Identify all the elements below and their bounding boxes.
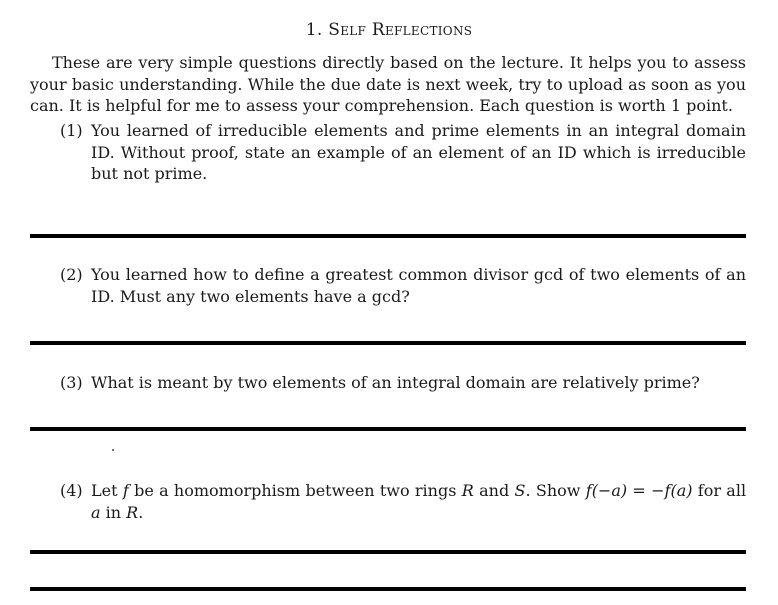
math-R: R xyxy=(461,481,474,500)
answer-line-1[interactable] xyxy=(30,234,746,238)
answer-line-5[interactable] xyxy=(30,587,746,591)
question-number: (4) xyxy=(60,481,83,500)
question-text: What is meant by two elements of an integral domain are relatively prime? xyxy=(91,373,700,392)
section-title xyxy=(0,20,778,40)
q4-text-homomorphism: be a homomorphism between two rings xyxy=(134,481,457,500)
question-4 xyxy=(60,480,746,523)
question-3 xyxy=(60,372,746,394)
math-f: f xyxy=(122,481,129,500)
q4-text-show: . Show xyxy=(525,481,581,500)
intro-paragraph: These are very simple questions directly based on the lecture. It helps you to assess your basic understanding. While the due date is next week, try to upload as soon as you can. It is helpful for me to assess your comprehension. Each question is worth 1 point. xyxy=(30,53,746,115)
question-number: (1) xyxy=(60,121,83,140)
question-number: (2) xyxy=(60,265,83,284)
q4-period: . xyxy=(138,502,144,522)
answer-line-4[interactable] xyxy=(30,550,746,554)
question-number: (3) xyxy=(60,373,83,392)
section-heading: Self Reflections xyxy=(328,20,473,40)
q4-text-for-all: for all xyxy=(697,481,747,500)
math-S: S xyxy=(514,481,526,500)
stray-dot xyxy=(112,449,114,451)
question-text xyxy=(91,480,746,523)
section-number: 1. xyxy=(305,20,323,40)
answer-line-2[interactable] xyxy=(30,341,746,345)
question-text: You learned of irreducible elements and prime elements in an integral domain ID. Without proof, state an example of an element of an ID which is irreducible but not prime. xyxy=(91,121,746,183)
math-a: a xyxy=(91,502,101,522)
math-equation: f(−a) = −f(a) xyxy=(585,481,693,500)
question-1 xyxy=(60,120,746,185)
question-2 xyxy=(60,264,746,307)
q4-text-let: Let xyxy=(91,481,118,500)
answer-line-3[interactable] xyxy=(30,427,746,431)
math-R2: R xyxy=(126,502,139,522)
q4-text-and: and xyxy=(479,481,510,500)
q4-text-in: in xyxy=(105,502,122,522)
question-text: You learned how to define a greatest common divisor gcd of two elements of an ID. Must any two elements have a gcd? xyxy=(91,265,746,306)
